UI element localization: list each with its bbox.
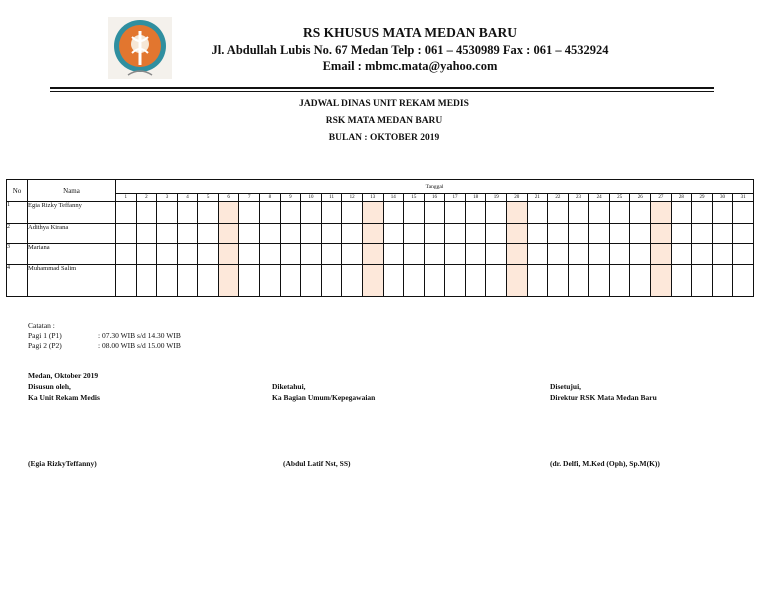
schedule-cell[interactable]	[609, 224, 630, 244]
notes-heading: Catatan :	[28, 321, 55, 330]
schedule-cell[interactable]	[157, 202, 178, 224]
schedule-cell[interactable]	[733, 244, 754, 265]
day-header-15: 15	[404, 194, 425, 202]
schedule-cell[interactable]	[198, 202, 219, 224]
note-label: Pagi 2 (P2)	[28, 341, 62, 350]
schedule-cell[interactable]	[260, 224, 281, 244]
day-header-21: 21	[527, 194, 548, 202]
schedule-cell[interactable]	[671, 202, 692, 224]
schedule-cell[interactable]	[116, 224, 137, 244]
schedule-cell[interactable]	[630, 202, 651, 224]
schedule-cell[interactable]	[362, 265, 383, 297]
schedule-cell[interactable]	[342, 265, 363, 297]
schedule-cell[interactable]	[198, 265, 219, 297]
schedule-cell[interactable]	[198, 224, 219, 244]
schedule-cell[interactable]	[465, 244, 486, 265]
schedule-cell[interactable]	[424, 202, 445, 224]
signature-right-line2: Direktur RSK Mata Medan Baru	[550, 393, 657, 402]
schedule-body	[7, 202, 754, 297]
schedule-cell[interactable]	[301, 244, 322, 265]
day-header-29: 29	[692, 194, 713, 202]
schedule-cell[interactable]	[548, 265, 569, 297]
schedule-cell[interactable]	[280, 244, 301, 265]
schedule-cell[interactable]	[651, 265, 672, 297]
schedule-cell[interactable]	[465, 265, 486, 297]
schedule-cell[interactable]	[177, 202, 198, 224]
schedule-cell[interactable]	[527, 224, 548, 244]
day-header-27: 27	[651, 194, 672, 202]
day-header-26: 26	[630, 194, 651, 202]
schedule-cell[interactable]	[321, 244, 342, 265]
hospital-email: Email : mbmc.mata@yahoo.com	[322, 59, 498, 73]
schedule-cell[interactable]	[486, 224, 507, 244]
schedule-cell[interactable]	[362, 244, 383, 265]
signature-left-line1: Disusun oleh,	[28, 382, 71, 391]
schedule-cell[interactable]	[362, 202, 383, 224]
schedule-cell[interactable]	[218, 224, 239, 244]
schedule-cell[interactable]	[548, 224, 569, 244]
schedule-cell[interactable]	[568, 244, 589, 265]
signature-left-line2: Ka Unit Rekam Medis	[28, 393, 100, 402]
day-header-5: 5	[198, 194, 219, 202]
note-item	[28, 341, 181, 351]
signer-left-name: (Egia RizkyTeffanny)	[28, 459, 97, 468]
schedule-cell[interactable]	[218, 265, 239, 297]
day-header-20: 20	[506, 194, 527, 202]
col-header-nama: Nama	[28, 180, 116, 202]
schedule-cell[interactable]	[651, 202, 672, 224]
schedule-cell[interactable]	[589, 202, 610, 224]
schedule-cell[interactable]	[239, 244, 260, 265]
schedule-cell[interactable]	[733, 202, 754, 224]
col-header-tanggal: Tanggal	[116, 180, 754, 194]
schedule-cell[interactable]	[527, 244, 548, 265]
schedule-cell[interactable]	[651, 244, 672, 265]
hospital-logo	[108, 17, 172, 79]
schedule-cell[interactable]	[116, 202, 137, 224]
schedule-cell[interactable]	[671, 244, 692, 265]
row-number: 2	[7, 224, 28, 244]
note-label: Pagi 1 (P1)	[28, 331, 62, 340]
table-row	[7, 224, 754, 244]
schedule-cell[interactable]	[404, 224, 425, 244]
schedule-cell[interactable]	[157, 265, 178, 297]
day-header-row	[7, 194, 754, 202]
schedule-cell[interactable]	[301, 265, 322, 297]
schedule-cell[interactable]	[692, 202, 713, 224]
schedule-cell[interactable]	[589, 244, 610, 265]
schedule-cell[interactable]	[527, 202, 548, 224]
schedule-cell[interactable]	[301, 202, 322, 224]
row-number: 1	[7, 202, 28, 224]
day-header-24: 24	[589, 194, 610, 202]
schedule-cell[interactable]	[445, 244, 466, 265]
schedule-cell[interactable]	[548, 202, 569, 224]
day-header-12: 12	[342, 194, 363, 202]
schedule-cell[interactable]	[280, 224, 301, 244]
schedule-cell[interactable]	[692, 265, 713, 297]
schedule-cell[interactable]	[321, 202, 342, 224]
schedule-cell[interactable]	[712, 244, 733, 265]
schedule-cell[interactable]	[239, 202, 260, 224]
schedule-cell[interactable]	[527, 265, 548, 297]
schedule-cell[interactable]	[342, 202, 363, 224]
schedule-cell[interactable]	[218, 202, 239, 224]
schedule-cell[interactable]	[568, 202, 589, 224]
note-item	[28, 331, 181, 341]
signature-right	[550, 381, 657, 403]
schedule-cell[interactable]	[280, 202, 301, 224]
day-header-9: 9	[280, 194, 301, 202]
schedule-cell[interactable]	[733, 265, 754, 297]
note-value: : 08.00 WIB s/d 15.00 WIB	[98, 341, 181, 350]
schedule-cell[interactable]	[445, 224, 466, 244]
place-date: Medan, Oktober 2019	[28, 371, 99, 380]
schedule-cell[interactable]	[342, 224, 363, 244]
signer-right-name: (dr. Delfi, M.Ked (Oph), Sp.M(K))	[550, 459, 660, 468]
day-header-8: 8	[260, 194, 281, 202]
schedule-cell[interactable]	[486, 265, 507, 297]
schedule-cell[interactable]	[609, 202, 630, 224]
signer-middle-name: (Abdul Latif Nst, SS)	[283, 459, 351, 468]
schedule-cell[interactable]	[671, 265, 692, 297]
schedule-cell[interactable]	[157, 224, 178, 244]
signature-left	[28, 370, 100, 403]
day-header-1: 1	[116, 194, 137, 202]
day-header-11: 11	[321, 194, 342, 202]
schedule-cell[interactable]	[589, 265, 610, 297]
schedule-cell[interactable]	[260, 202, 281, 224]
schedule-cell[interactable]	[362, 224, 383, 244]
day-header-14: 14	[383, 194, 404, 202]
schedule-cell[interactable]	[280, 265, 301, 297]
row-name: Mariana	[28, 244, 116, 265]
document-title: JADWAL DINAS UNIT REKAM MEDIS	[299, 99, 469, 109]
schedule-cell[interactable]	[712, 265, 733, 297]
day-header-23: 23	[568, 194, 589, 202]
day-header-28: 28	[671, 194, 692, 202]
schedule-cell[interactable]	[136, 224, 157, 244]
schedule-cell[interactable]	[692, 224, 713, 244]
day-header-4: 4	[177, 194, 198, 202]
schedule-cell[interactable]	[506, 244, 527, 265]
day-header-16: 16	[424, 194, 445, 202]
day-header-18: 18	[465, 194, 486, 202]
row-name: Muhammad Salim	[28, 265, 116, 297]
day-header-2: 2	[136, 194, 157, 202]
table-row	[7, 202, 754, 224]
schedule-cell[interactable]	[342, 244, 363, 265]
signature-right-line1: Disetujui,	[550, 382, 582, 391]
day-header-3: 3	[157, 194, 178, 202]
table-row	[7, 244, 754, 265]
schedule-cell[interactable]	[218, 244, 239, 265]
schedule-cell[interactable]	[733, 224, 754, 244]
schedule-cell[interactable]	[445, 202, 466, 224]
schedule-cell[interactable]	[568, 224, 589, 244]
schedule-cell[interactable]	[177, 244, 198, 265]
schedule-cell[interactable]	[712, 202, 733, 224]
schedule-cell[interactable]	[404, 265, 425, 297]
document-subtitle: RSK MATA MEDAN BARU	[325, 116, 443, 126]
schedule-cell[interactable]	[260, 244, 281, 265]
schedule-cell[interactable]	[486, 244, 507, 265]
day-header-17: 17	[445, 194, 466, 202]
schedule-cell[interactable]	[157, 244, 178, 265]
schedule-cell[interactable]	[630, 265, 651, 297]
schedule-cell[interactable]	[383, 224, 404, 244]
schedule-cell[interactable]	[239, 265, 260, 297]
day-header-13: 13	[362, 194, 383, 202]
schedule-cell[interactable]	[177, 265, 198, 297]
schedule-cell[interactable]	[177, 224, 198, 244]
schedule-cell[interactable]	[321, 224, 342, 244]
schedule-cell[interactable]	[198, 244, 219, 265]
hospital-name: RS KHUSUS MATA MEDAN BARU	[302, 25, 518, 40]
schedule-cell[interactable]	[424, 224, 445, 244]
schedule-cell[interactable]	[506, 202, 527, 224]
schedule-cell[interactable]	[260, 265, 281, 297]
schedule-cell[interactable]	[301, 224, 322, 244]
day-header-25: 25	[609, 194, 630, 202]
schedule-cell[interactable]	[383, 244, 404, 265]
schedule-cell[interactable]	[321, 265, 342, 297]
schedule-cell[interactable]	[548, 244, 569, 265]
schedule-cell[interactable]	[506, 265, 527, 297]
schedule-cell[interactable]	[239, 224, 260, 244]
document-month: BULAN : OKTOBER 2019	[328, 133, 440, 143]
day-header-10: 10	[301, 194, 322, 202]
schedule-cell[interactable]	[465, 224, 486, 244]
schedule-cell[interactable]	[424, 265, 445, 297]
day-header-22: 22	[548, 194, 569, 202]
schedule-cell[interactable]	[136, 202, 157, 224]
day-header-31: 31	[733, 194, 754, 202]
schedule-cell[interactable]	[506, 224, 527, 244]
schedule-cell[interactable]	[136, 265, 157, 297]
schedule-cell[interactable]	[609, 244, 630, 265]
schedule-cell[interactable]	[671, 224, 692, 244]
schedule-cell[interactable]	[630, 224, 651, 244]
schedule-cell[interactable]	[568, 265, 589, 297]
row-number: 3	[7, 244, 28, 265]
row-name: Egia Rizky Teffanny	[28, 202, 116, 224]
day-header-30: 30	[712, 194, 733, 202]
schedule-cell[interactable]	[465, 202, 486, 224]
schedule-cell[interactable]	[445, 265, 466, 297]
schedule-cell[interactable]	[116, 244, 137, 265]
schedule-cell[interactable]	[116, 265, 137, 297]
day-header-19: 19	[486, 194, 507, 202]
schedule-cell[interactable]	[609, 265, 630, 297]
schedule-cell[interactable]	[486, 202, 507, 224]
notes-section	[28, 321, 181, 351]
schedule-cell[interactable]	[404, 202, 425, 224]
day-header-6: 6	[218, 194, 239, 202]
schedule-cell[interactable]	[630, 244, 651, 265]
schedule-cell[interactable]	[651, 224, 672, 244]
row-name: Adithya Kirana	[28, 224, 116, 244]
schedule-cell[interactable]	[136, 244, 157, 265]
col-header-no: No	[7, 180, 28, 202]
note-value: : 07.30 WIB s/d 14.30 WIB	[98, 331, 181, 340]
signature-middle-line1: Diketahui,	[272, 382, 306, 391]
header-divider-thin	[50, 91, 714, 92]
table-row	[7, 265, 754, 297]
signature-middle-line2: Ka Bagian Umum/Kepegawaian	[272, 393, 376, 402]
signature-middle	[272, 381, 375, 403]
row-number: 4	[7, 265, 28, 297]
schedule-cell[interactable]	[404, 244, 425, 265]
schedule-cell[interactable]	[589, 224, 610, 244]
schedule-cell[interactable]	[424, 244, 445, 265]
header-divider-thick	[50, 87, 714, 89]
schedule-cell[interactable]	[712, 224, 733, 244]
schedule-table	[6, 179, 754, 297]
schedule-cell[interactable]	[692, 244, 713, 265]
hospital-address: Jl. Abdullah Lubis No. 67 Medan Telp : 061 – 4530989 Fax : 061 – 4532924	[211, 43, 609, 57]
schedule-cell[interactable]	[383, 202, 404, 224]
day-header-7: 7	[239, 194, 260, 202]
schedule-cell[interactable]	[383, 265, 404, 297]
